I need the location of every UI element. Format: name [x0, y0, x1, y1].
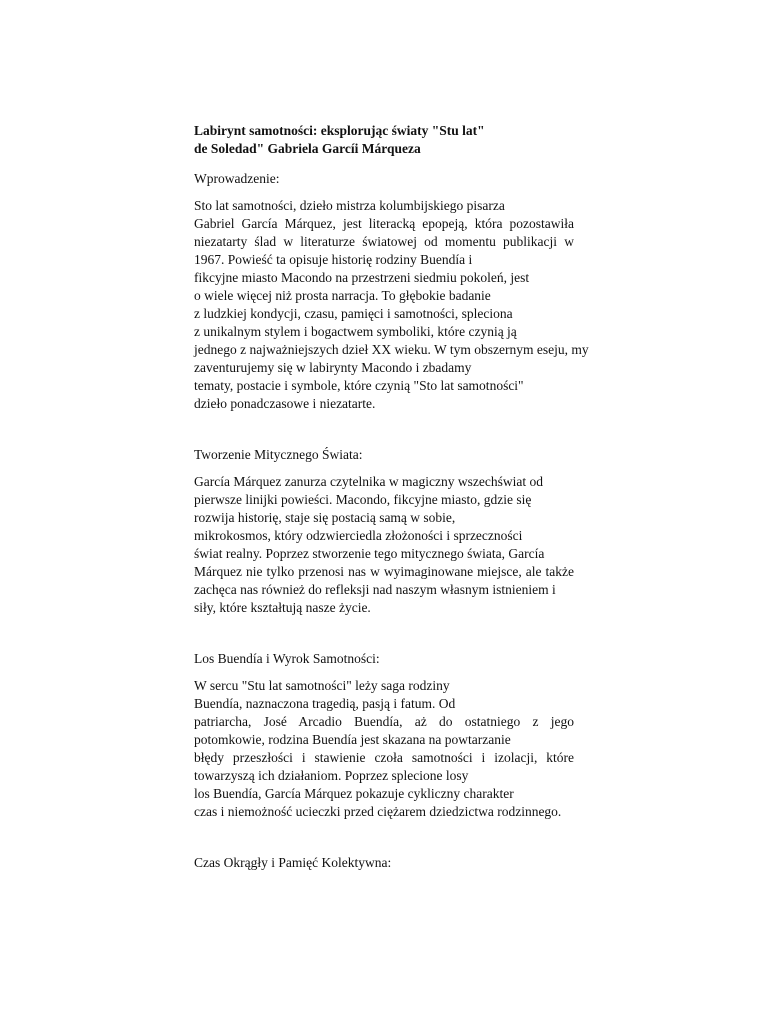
title-line: Labirynt samotności: eksplorując światy "Stu lat" [194, 123, 485, 138]
heading-spacer [194, 188, 574, 197]
section-heading: Tworzenie Mitycznego Świata: [194, 447, 363, 462]
paragraph-line: zaventurujemy się w labirynty Macondo i zbadamy [194, 360, 472, 375]
paragraph-line: dzieło ponadczasowe i niezatarte. [194, 396, 376, 411]
section-paragraph [194, 473, 574, 617]
document-content [194, 122, 589, 872]
paragraph-line: towarzyszą ich działaniom. Poprzez splecione losy [194, 768, 469, 783]
paragraph-line: zachęca nas również do refleksji nad naszym własnym istnieniem i [194, 582, 556, 597]
paragraph-line: z unikalnym stylem i bogactwem symboliki, które czynią ją [194, 324, 517, 339]
paragraph-line: jednego z najważniejszych dzieł XX wieku. W tym obszernym eseju, my [194, 342, 589, 357]
paragraph-line: siły, które kształtują nasze życie. [194, 600, 371, 615]
paragraph-line: pierwsze linijki powieści. Macondo, fikcyjne miasto, gdzie się [194, 492, 532, 507]
heading-spacer [194, 668, 574, 677]
paragraph-line: potomkowie, rodzina Buendía jest skazana na powtarzanie [194, 732, 511, 747]
paragraph-line: z ludzkiej kondycji, czasu, pamięci i samotności, spleciona [194, 306, 513, 321]
section-heading: Los Buendía i Wyrok Samotności: [194, 651, 380, 666]
heading-spacer [194, 464, 574, 473]
paragraph-line: García Márquez zanurza czytelnika w magiczny wszechświat od [194, 474, 543, 489]
section-spacer [194, 413, 574, 446]
paragraph-line: świat realny. Poprzez stworzenie tego mitycznego świata, García [194, 546, 545, 561]
paragraph-line: fikcyjne miasto Macondo na przestrzeni siedmiu pokoleń, jest [194, 270, 530, 285]
paragraph-line: patriarcha, José Arcadio Buendía, aż do ostatniego z jego [194, 714, 574, 729]
section-spacer [194, 158, 574, 170]
document-title [194, 122, 574, 158]
paragraph-line: 1967. Powieść ta opisuje historię rodziny Buendía i [194, 252, 473, 267]
paragraph-line: mikrokosmos, który odzwierciedla złożoności i sprzeczności [194, 528, 523, 543]
section-spacer [194, 617, 574, 650]
paragraph-line: Gabriel García Márquez, jest literacką epopeją, która pozostawiła [194, 216, 574, 231]
paragraph-line: o wiele więcej niż prosta narracja. To głębokie badanie [194, 288, 491, 303]
document-sections [194, 158, 589, 872]
paragraph-line: Buendía, naznaczona tragedią, pasją i fatum. Od [194, 696, 456, 711]
paragraph-line: W sercu "Stu lat samotności" leży saga rodziny [194, 678, 450, 693]
paragraph-line: tematy, postacie i symbole, które czynią "Sto lat samotności" [194, 378, 524, 393]
paragraph-line: czas i niemożność ucieczki przed ciężarem dziedzictwa rodzinnego. [194, 804, 562, 819]
section-heading: Czas Okrągły i Pamięć Kolektywna: [194, 855, 392, 870]
section-paragraph [194, 677, 574, 821]
paragraph-line: Márquez nie tylko przenosi nas w wyimaginowane miejsce, ale także [194, 564, 574, 579]
title-line: de Soledad" Gabriela Garcíi Márqueza [194, 141, 421, 156]
section-spacer [194, 821, 574, 854]
section-paragraph [194, 197, 589, 413]
paragraph-line: Sto lat samotności, dzieło mistrza kolumbijskiego pisarza [194, 198, 505, 213]
paragraph-line: błędy przeszłości i stawienie czoła samotności i izolacji, które [194, 750, 574, 765]
section-heading: Wprowadzenie: [194, 171, 280, 186]
paragraph-line: niezatarty ślad w literaturze światowej od momentu publikacji w [194, 234, 574, 249]
paragraph-line: rozwija historię, staje się postacią samą w sobie, [194, 510, 456, 525]
paragraph-line: los Buendía, García Márquez pokazuje cykliczny charakter [194, 786, 514, 801]
